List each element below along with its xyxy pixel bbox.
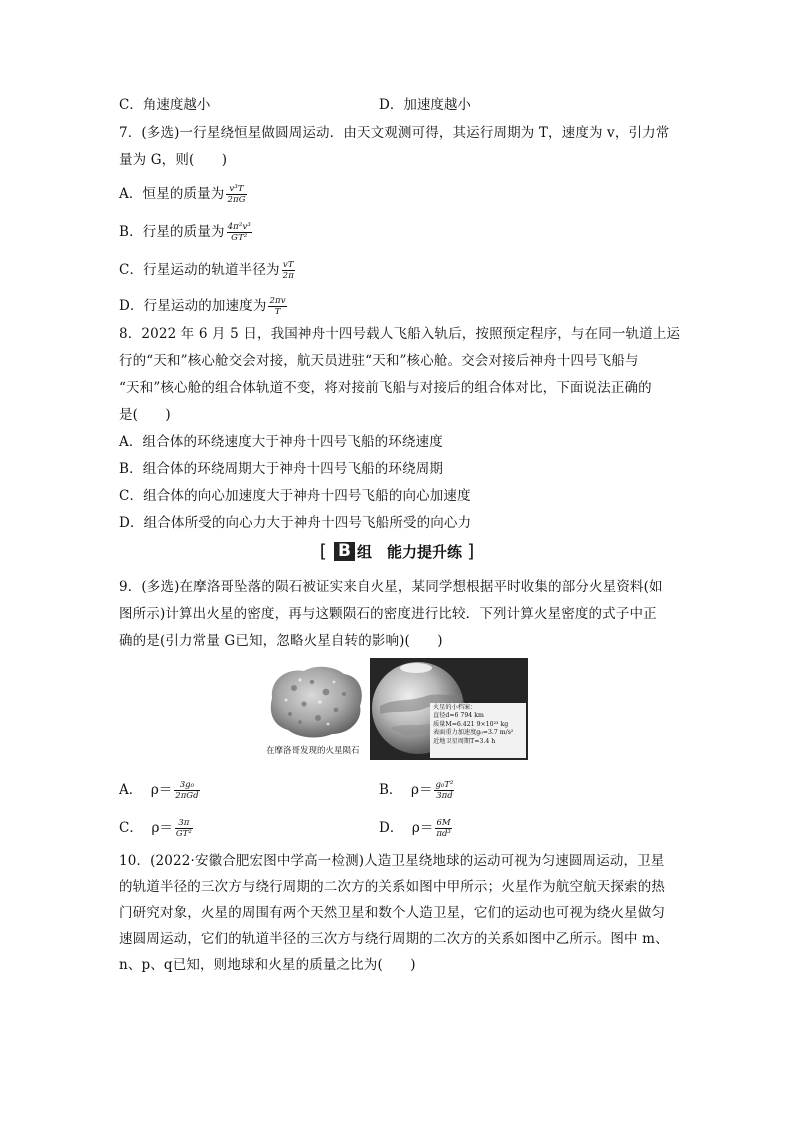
q9-option-d [379, 818, 454, 839]
q10-stem-line4: 速圆周运动，它们的轨道半径的三次方与绕行周期的二次方的关系如图中乙所示。图中 m、 [119, 931, 669, 947]
q7-option-b-text: B．行星的质量为 [119, 224, 225, 240]
q7-c-denominator: 2π [282, 271, 294, 281]
q9-a-numerator: 3g₀ [174, 780, 199, 791]
q6-option-c: C．角速度越小 [119, 97, 211, 113]
q7-option-b-fraction [227, 222, 252, 243]
q10-stem-line3: 门研究对象，火星的周围有两个天然卫星和数个人造卫星，它们的运动也可视为绕火星做匀 [119, 905, 665, 921]
q9-a-label: A． [119, 782, 143, 798]
q7-b-numerator: 4π²v³ [227, 222, 251, 232]
q10-stem-line5: n、p、q已知，则地球和火星的质量之比为( ) [119, 957, 416, 973]
q7-option-a-fraction [226, 184, 246, 205]
q7-option-d-fraction [268, 296, 286, 317]
q8-stem-line2: 行的“天和”核心舱交会对接，航天员进驻“天和”核心舱。交会对接后神舟十四号飞船与 [119, 353, 639, 369]
q9-option-a [119, 780, 202, 801]
q9-b-label: B． [379, 782, 403, 798]
q8-stem-line1: 8．2022 年 6 月 5 日，我国神舟十四号载人飞船入轨后，按照预定程序，与在同一轨道上运 [119, 326, 681, 342]
q6-options-cd [119, 96, 471, 114]
section-title: 组 能力提升练 [356, 543, 462, 561]
q9-c-numerator: 3π [175, 818, 193, 829]
q9-b-numerator: g₀T² [435, 780, 454, 790]
q10-stem-line1: 10．(2022·安徽合肥宏图中学高一检测)人造卫星绕地球的运动可视为匀速圆周运动，卫星 [119, 853, 665, 869]
q8-stem-line3: “天和”核心舱的组合体轨道不变，将对接前飞船与对接后的组合体对比，下面说法正确的 [119, 380, 652, 396]
q9-options-cd [119, 818, 451, 839]
q7-d-numerator: 2πv [269, 296, 286, 306]
mars-info-period: 近地卫星周期T=3.4 h [433, 737, 496, 745]
q9-b-denominator: 3πd [436, 791, 453, 801]
q9-b-lhs: ρ＝ [411, 782, 433, 798]
q10-stem-line2: 的轨道半径的三次方与绕行周期的二次方的关系如图中甲所示；火星作为航空航天探索的热 [119, 879, 665, 895]
q7-a-numerator: v³T [226, 184, 246, 195]
mars-figure [264, 658, 528, 760]
q9-c-fraction [175, 818, 193, 839]
q9-c-lhs: ρ＝ [151, 820, 173, 836]
q9-a-lhs: ρ＝ [150, 782, 173, 798]
mars-info-card [430, 703, 526, 758]
q7-stem-line1: 7．(多选)一行星绕恒星做圆周运动．由天文观测可得，其运行周期为 T，速度为 v，引力常 [119, 125, 670, 141]
mars-info-title: 火星的小档案： [433, 704, 477, 711]
q9-c-denominator: GT² [175, 829, 192, 839]
q7-option-a [119, 184, 249, 205]
q9-stem-line2: 图所示)计算出火星的密度，再与这颗陨石的密度进行比较．下列计算火星密度的式子中正 [119, 606, 657, 622]
q8-option-d: D．组合体所受的向心力大于神舟十四号飞船所受的向心力 [119, 515, 472, 531]
q7-d-denominator: T [274, 307, 281, 317]
mars-info-mass: 质量M=6.421 9×10²³ kg [433, 720, 509, 728]
mars-photo-panel [370, 658, 528, 760]
meteorite-photo [264, 658, 368, 760]
q9-d-label: D． [379, 820, 404, 836]
q7-b-denominator: GT² [231, 233, 248, 243]
q9-a-denominator: 2πGd [175, 791, 199, 801]
q9-d-numerator: 6M [436, 818, 451, 828]
q7-option-c-fraction [282, 260, 295, 281]
q7-stem-line2: 量为 G，则( ) [119, 152, 228, 168]
q9-d-denominator: πd³ [436, 829, 451, 839]
q7-option-d [119, 296, 289, 317]
q8-option-b: B．组合体的环绕周期大于神舟十四号飞船的环绕周期 [119, 461, 444, 477]
q9-b-fraction [434, 780, 454, 801]
meteorite-image [264, 658, 368, 744]
q6-option-d: D．加速度越小 [379, 97, 471, 113]
q9-c-label: C． [119, 820, 143, 836]
q7-option-c-text: C．行星运动的轨道半径为 [119, 262, 280, 278]
q7-c-numerator: vT [282, 260, 294, 270]
q7-option-b [119, 222, 254, 243]
q9-d-lhs: ρ＝ [411, 820, 434, 836]
mars-info-gravity: 表面重力加速度g₀=3.7 m/s² [433, 729, 514, 737]
section-bracket-open: [ [319, 541, 327, 562]
q9-d-fraction [435, 818, 451, 839]
mars-info-diameter: 直径d=6 794 km [433, 712, 484, 720]
q8-option-a: A．组合体的环绕速度大于神舟十四号飞船的环绕速度 [119, 434, 443, 450]
meteorite-caption: 在摩洛哥发现的火星陨石 [266, 746, 360, 756]
q7-option-c [119, 260, 297, 281]
q7-option-d-text: D．行星运动的加速度为 [119, 298, 267, 314]
section-bracket-close: ] [467, 541, 475, 562]
q9-stem-line3: 确的是(引力常量 G已知，忽略火星自转的影响)( ) [119, 633, 443, 649]
q9-a-fraction [174, 780, 199, 801]
q7-a-denominator: 2πG [227, 195, 246, 205]
q7-option-a-text: A．恒星的质量为 [119, 186, 225, 202]
q9-option-c [119, 818, 195, 839]
q9-option-b [379, 780, 456, 801]
q9-stem-line1: 9．(多选)在摩洛哥坠落的陨石被证实来自火星，某同学想根据平时收集的部分火星资料(如 [119, 579, 663, 595]
q8-stem-line4: 是( ) [119, 407, 171, 423]
q8-option-c: C．组合体的向心加速度大于神舟十四号飞船的向心加速度 [119, 488, 471, 504]
section-letter-badge: B [334, 542, 355, 561]
section-b-header [0, 541, 794, 563]
